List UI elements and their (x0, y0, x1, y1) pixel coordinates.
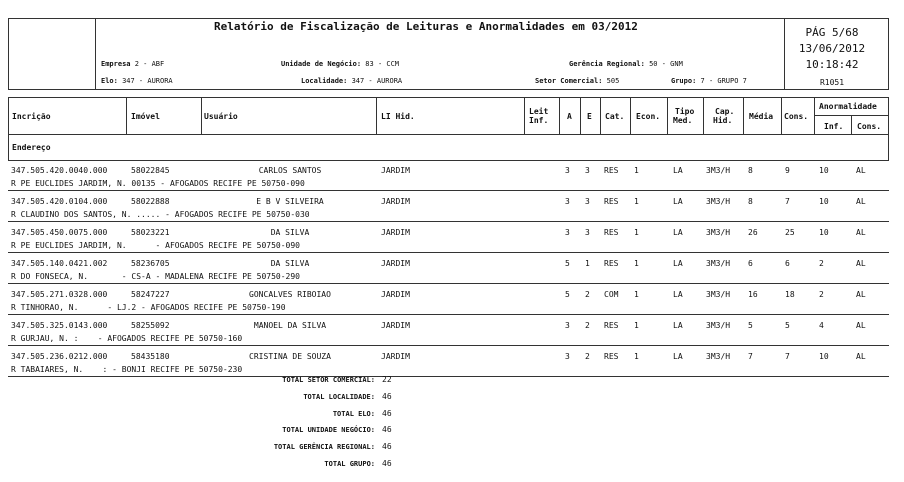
cell-tipo-med: LA (673, 197, 683, 206)
col-sep (126, 97, 127, 134)
cell-imovel: 58236705 (131, 259, 170, 268)
cell-usuario: CRISTINA DE SOUZA (249, 352, 331, 361)
cell-anorm-cons: AL (856, 321, 866, 330)
col-sep (703, 97, 704, 134)
cell-cat: RES (604, 321, 619, 330)
page-number: PÁG 5/68 (805, 26, 859, 39)
cell-imovel: 58022888 (131, 197, 170, 206)
cell-cap-hid: 3M3/H (706, 228, 731, 237)
cell-anorm-inf: 10 (819, 228, 829, 237)
cell-usuario: DA SILVA (270, 259, 310, 268)
cell-usuario: MANOEL DA SILVA (253, 321, 327, 330)
row-separator (8, 283, 889, 284)
header-divider-left (95, 19, 96, 89)
cell-cap-hid: 3M3/H (706, 352, 731, 361)
cell-cap-hid: 3M3/H (706, 290, 731, 299)
cell-anorm-cons: AL (856, 166, 866, 175)
cell-usuario: DA SILVA (270, 228, 310, 237)
grupo-field: Grupo: 7 - GRUPO 7 (671, 77, 747, 85)
cell-media: 8 (748, 166, 753, 175)
cell-econ: 1 (634, 290, 639, 299)
cell-e: 3 (585, 166, 590, 175)
col-anorm-inf: Inf. (824, 122, 844, 131)
cell-a: 3 (565, 352, 570, 361)
cell-li-hid: JARDIM (381, 259, 410, 268)
report-code: R1051 (819, 78, 845, 87)
cell-cons: 5 (785, 321, 790, 330)
row-separator (8, 376, 889, 377)
cell-usuario: GONCALVES RIBOIAO (249, 290, 331, 299)
cell-usuario: E B V SILVEIRA (256, 197, 324, 206)
cell-endereco: R DO FONSECA, N. - CS-A - MADALENA RECIFE PE 50750-290 (11, 272, 300, 281)
cell-li-hid: JARDIM (381, 352, 410, 361)
col-e: E (587, 112, 592, 121)
col-cons: Cons. (784, 112, 809, 121)
col-leit-inf-1: Leit (529, 107, 549, 116)
unidade-field: Unidade de Negócio: 83 - CCM (281, 60, 400, 68)
cell-tipo-med: LA (673, 352, 683, 361)
cell-a: 3 (565, 166, 570, 175)
total-value: 46 (382, 391, 392, 401)
col-econ: Econ. (636, 112, 661, 121)
cell-imovel: 58023221 (131, 228, 170, 237)
cell-anorm-inf: 4 (819, 321, 824, 330)
cell-inscricao: 347.505.420.0040.000 (11, 166, 108, 175)
col-sep (667, 97, 668, 134)
cell-tipo-med: LA (673, 228, 683, 237)
cell-cat: RES (604, 259, 619, 268)
total-label: TOTAL SETOR COMERCIAL: (282, 376, 375, 384)
row-separator (8, 345, 889, 346)
col-anormalidade: Anormalidade (819, 102, 877, 111)
cell-li-hid: JARDIM (381, 166, 410, 175)
col-endereco: Endereço (12, 143, 51, 152)
row-separator (8, 221, 889, 222)
report-time: 10:18:42 (805, 58, 859, 71)
col-inscricao: Incrição (12, 112, 51, 121)
total-value: 46 (382, 459, 392, 468)
cell-cons: 7 (785, 197, 790, 206)
cell-anorm-cons: AL (856, 290, 866, 299)
cell-media: 16 (748, 290, 758, 299)
cell-tipo-med: LA (673, 321, 683, 330)
cell-imovel: 58435180 (131, 352, 170, 361)
cell-a: 3 (565, 321, 570, 330)
cell-media: 7 (748, 352, 753, 361)
cell-media: 26 (748, 228, 758, 237)
total-value: 46 (382, 425, 392, 435)
cell-anorm-cons: AL (856, 228, 866, 237)
col-sep (743, 97, 744, 134)
col-tipo-med-2: Med. (673, 116, 693, 125)
gerencia-field: Gerência Regional: 50 - GNM (569, 60, 683, 68)
cell-a: 5 (565, 259, 570, 268)
cell-cons: 9 (785, 166, 790, 175)
col-sep (376, 97, 377, 134)
cell-inscricao: 347.505.450.0075.000 (11, 228, 108, 237)
cell-endereco: R TABAIARES, N. : - BONJI RECIFE PE 50750-230 (11, 365, 243, 374)
cell-imovel: 58022845 (131, 166, 170, 175)
table-header (8, 97, 889, 161)
cell-e: 1 (585, 259, 590, 268)
elo-field: Elo: 347 - AURORA (101, 77, 173, 85)
cell-anorm-cons: AL (856, 197, 866, 206)
total-label: TOTAL GRUPO: (324, 460, 375, 468)
col-sep (559, 97, 560, 134)
report-title: Relatório de Fiscalização de Leituras e Anormalidades em 03/2012 (214, 20, 638, 33)
cell-li-hid: JARDIM (381, 197, 410, 206)
cell-cap-hid: 3M3/H (706, 197, 731, 206)
cell-cap-hid: 3M3/H (706, 321, 731, 330)
localidade-field: Localidade: 347 - AURORA (301, 77, 403, 85)
cell-li-hid: JARDIM (381, 321, 410, 330)
cell-inscricao: 347.505.236.0212.000 (11, 352, 108, 361)
cell-endereco: R TINHORAO, N. - LJ.2 - AFOGADOS RECIFE PE 50750-190 (11, 303, 286, 312)
cell-cons: 18 (785, 290, 795, 299)
cell-anorm-inf: 10 (819, 352, 829, 361)
cell-anorm-inf: 10 (819, 197, 829, 206)
cell-li-hid: JARDIM (381, 290, 410, 299)
col-sep (600, 97, 601, 134)
col-cap-hid-2: Hid. (713, 116, 733, 125)
cell-cat: RES (604, 166, 619, 175)
header-row-divider (8, 134, 889, 135)
cell-media: 8 (748, 197, 753, 206)
cell-econ: 1 (634, 197, 639, 206)
col-sep (781, 97, 782, 134)
cell-inscricao: 347.505.140.0421.002 (11, 259, 108, 268)
col-li-hid: LI Hid. (381, 112, 415, 121)
col-sep (524, 97, 525, 134)
cell-tipo-med: LA (673, 166, 683, 175)
cell-anorm-cons: AL (856, 259, 866, 268)
cell-cap-hid: 3M3/H (706, 259, 731, 268)
col-a: A (567, 112, 572, 121)
cell-cap-hid: 3M3/H (706, 166, 731, 175)
cell-inscricao: 347.505.271.0328.000 (11, 290, 108, 299)
cell-endereco: R PE EUCLIDES JARDIM, N. - AFOGADOS RECIFE PE 50750-090 (11, 241, 300, 250)
cell-li-hid: JARDIM (381, 228, 410, 237)
total-label: TOTAL GERÊNCIA REGIONAL: (273, 443, 375, 452)
col-anorm-cons: Cons. (857, 122, 882, 131)
cell-anorm-cons: AL (856, 352, 866, 361)
col-media: Média (749, 112, 774, 121)
cell-e: 2 (585, 352, 590, 361)
total-label: TOTAL ELO: (332, 409, 375, 418)
cell-cons: 7 (785, 352, 790, 361)
cell-econ: 1 (634, 352, 639, 361)
col-cat: Cat. (605, 112, 625, 121)
col-cap-hid-1: Cap. (715, 107, 735, 116)
col-sep (851, 115, 852, 134)
row-separator (8, 190, 889, 191)
col-sep (630, 97, 631, 134)
cell-a: 5 (565, 290, 570, 299)
cell-endereco: R PE EUCLIDES JARDIM, N. 00135 - AFOGADOS RECIFE PE 50750-090 (11, 179, 305, 188)
cell-cat: RES (604, 352, 619, 361)
cell-econ: 1 (634, 166, 639, 175)
cell-a: 3 (565, 197, 570, 206)
cell-tipo-med: LA (673, 290, 683, 299)
cell-imovel: 58247227 (131, 290, 170, 299)
cell-cons: 6 (785, 259, 790, 268)
cell-e: 2 (585, 290, 590, 299)
total-value: 46 (382, 442, 392, 452)
cell-inscricao: 347.505.325.0143.000 (11, 321, 108, 330)
report-date: 13/06/2012 (798, 42, 866, 55)
col-sep (814, 97, 815, 134)
cell-econ: 1 (634, 321, 639, 330)
cell-econ: 1 (634, 228, 639, 237)
cell-e: 2 (585, 321, 590, 330)
total-label: TOTAL LOCALIDADE: (303, 392, 375, 401)
cell-cons: 25 (785, 228, 795, 237)
total-value: 46 (382, 408, 392, 418)
cell-usuario: CARLOS SANTOS (258, 166, 322, 175)
col-leit-inf-2: Inf. (529, 116, 549, 125)
cell-imovel: 58255092 (131, 321, 170, 330)
cell-media: 6 (748, 259, 753, 268)
col-imovel: Imóvel (131, 112, 160, 121)
cell-e: 3 (585, 228, 590, 237)
setor-field: Setor Comercial: 505 (535, 77, 620, 85)
col-usuario: Usuário (204, 112, 238, 121)
cell-cat: RES (604, 197, 619, 206)
cell-endereco: R CLAUDINO DOS SANTOS, N. ..... - AFOGADOS RECIFE PE 50750-030 (11, 210, 310, 219)
cell-econ: 1 (634, 259, 639, 268)
cell-cat: COM (604, 290, 619, 299)
cell-endereco: R GURJAU, N. : - AFOGADOS RECIFE PE 50750-160 (11, 334, 243, 343)
cell-cat: RES (604, 228, 619, 237)
total-label: TOTAL UNIDADE NEGÓCIO: (282, 426, 375, 435)
col-tipo-med-1: Tipo (675, 107, 695, 116)
total-value: 22 (382, 375, 392, 384)
cell-tipo-med: LA (673, 259, 683, 268)
cell-anorm-inf: 2 (819, 259, 824, 268)
cell-anorm-inf: 2 (819, 290, 824, 299)
col-sep (201, 97, 202, 134)
cell-media: 5 (748, 321, 753, 330)
cell-inscricao: 347.505.420.0104.000 (11, 197, 108, 206)
empresa-field: Empresa 2 - ABF (101, 60, 165, 68)
row-separator (8, 314, 889, 315)
cell-e: 3 (585, 197, 590, 206)
cell-anorm-inf: 10 (819, 166, 829, 175)
cell-a: 3 (565, 228, 570, 237)
row-separator (8, 252, 889, 253)
col-sep (580, 97, 581, 134)
